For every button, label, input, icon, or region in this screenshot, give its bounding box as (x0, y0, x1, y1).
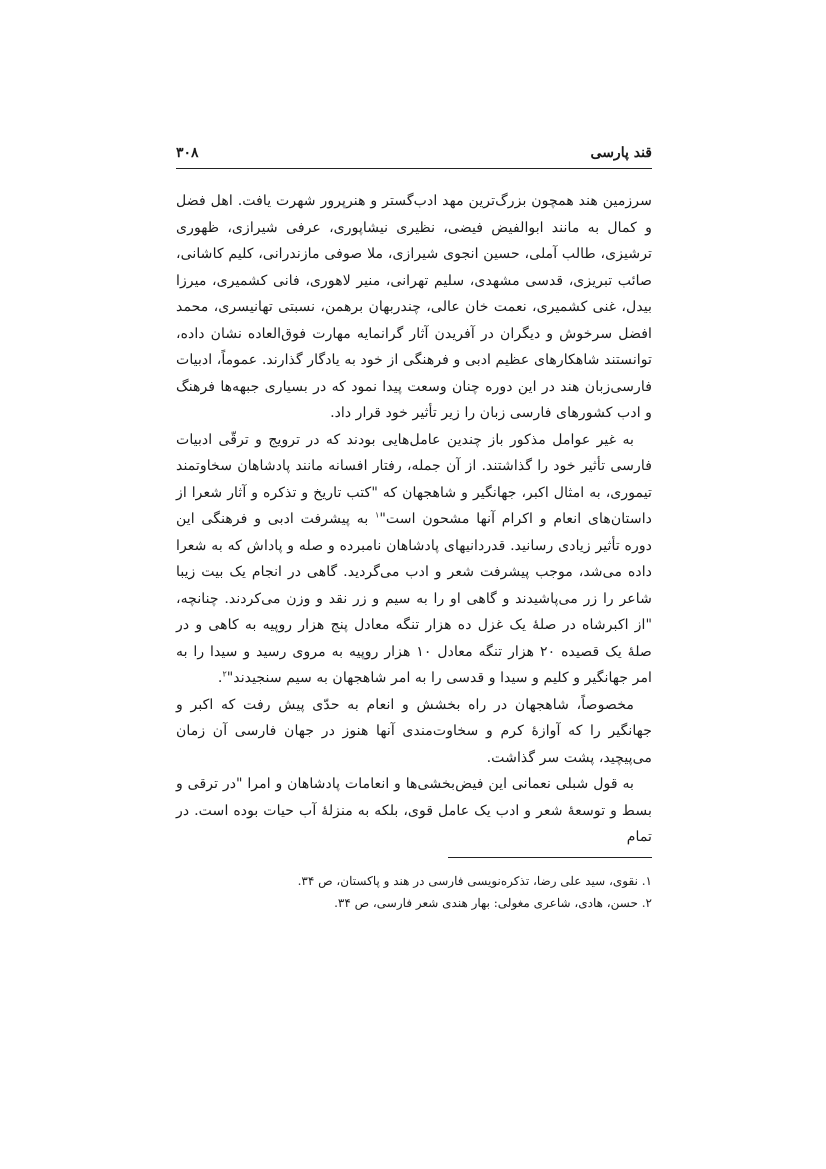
paragraph-3: مخصوصاً، شاهجهان در راه بخشش و انعام به حدّی پیش رفت که اکبر و جهانگیر را که آوازهٔ کرم و سخاوت‌مندی آنها هنوز در جهان فارسی آن زمان می‌پیچید، پشت سر گذاشت. (176, 696, 652, 766)
paragraph-2 (176, 427, 652, 692)
paragraph-1: سرزمین هند همچون بزرگ‌ترین مهد ادب‌گستر و هنرپرور شهرت یافت. اهل فضل و کمال به مانند ابوالفیض فیضی، نظیری نیشاپوری، عرفی شیرازی، ظهوری ترشیزی، طالب آملی، حسین انجوی شیرازی، ملا صوفی مازندرانی، کلیم کاشانی، صائب تبریزی، قدسی مشهدی، سلیم تهرانی، منیر لاهوری، فانی کشمیری، میرزا بیدل، غنی کشمیری، نعمت خان عالی، چندربهان برهمن، نسبتی تهانیسری، محمد افضل سرخوش و دیگران در آفریدن آثار گرانمایه مهارت فوق‌العاده نشان داده، توانستند شاهکارهای عظیم ادبی و فرهنگی از خود به یادگار گذارند. عموماً، ادبیات فارسی‌زبان هند در این دوره چنان وسعت پیدا نمود که در بسیاری جبهه‌ها فرهنگ و ادب کشورهای فارسی زبان را زیر تأثیر خود قرار داد. (176, 193, 652, 421)
running-title: قند پارسی (590, 145, 652, 161)
footnotes (176, 870, 652, 914)
footnote-1: ۱. نقوی، سید علی رضا، تذکره‌نویسی فارسی در هند و پاکستان، ص ۳۴. (297, 874, 652, 888)
header-divider (176, 168, 652, 169)
page-number: ۳۰۸ (176, 145, 199, 161)
page-header (176, 141, 652, 167)
paragraph-2-part-2: به پیشرفت ادبی و فرهنگی این دوره تأثیر زیادی رسانید. قدردانیهای پادشاهان نامبرده و صله و پاداش که به شعرا داده می‌شد، موجب پیشرفت شعر و ادب می‌گردید. گاهی در انجام یک بیت زیبا شاعر را زر می‌پاشیدند و گاهی او را به سیم و زر نقد و وزن می‌کردند. چنانچه، "از اکبرشاه در صلهٔ یک غزل ده هزار تنگه معادل پنج هزار روپیه به کاهی و در صلهٔ یک قصیده ۲۰ هزار تنگه معادل ۱۰ هزار روپیه به مروی رسید و سیدا را به امر جهانگیر و کلیم و سیدا و قدسی را به امر شاهجهان به سیم سنجیدند" (176, 511, 652, 686)
paragraph-2-end: . (217, 670, 223, 686)
paragraph-4: به قول شبلی نعمانی این فیض‌بخشی‌ها و انعامات پادشاهان و امرا "در ترقی و بسط و توسعهٔ شعر و ادب یک عامل قوی، بلکه به منزلهٔ آب حیات بوده است. در تمام (176, 776, 652, 845)
footnote-divider (448, 857, 652, 858)
footnote-ref-1: ۱ (375, 510, 380, 520)
body-text (176, 188, 652, 851)
paragraph-2-part-1: به غیر عوامل مذکور باز چندین عامل‌هایی بودند که در ترویج و ترقّی ادبیات فارسی تأثیر خود را گذاشتند. از آن جمله، رفتار افسانه مانند پادشاهان سخاوتمند تیموری، به امثال اکبر، جهانگیر و شاهجهان که "کتب تاریخ و تذکره و آثار شعرا از داستان‌های انعام و اکرام آنها مشحون است" (176, 431, 652, 527)
footnote-2: ۲. حسن، هادی، شاعری مغولی: بهار هندی شعر فارسی، ص ۳۴. (334, 896, 652, 910)
footnote-ref-2: ۲ (222, 669, 227, 679)
